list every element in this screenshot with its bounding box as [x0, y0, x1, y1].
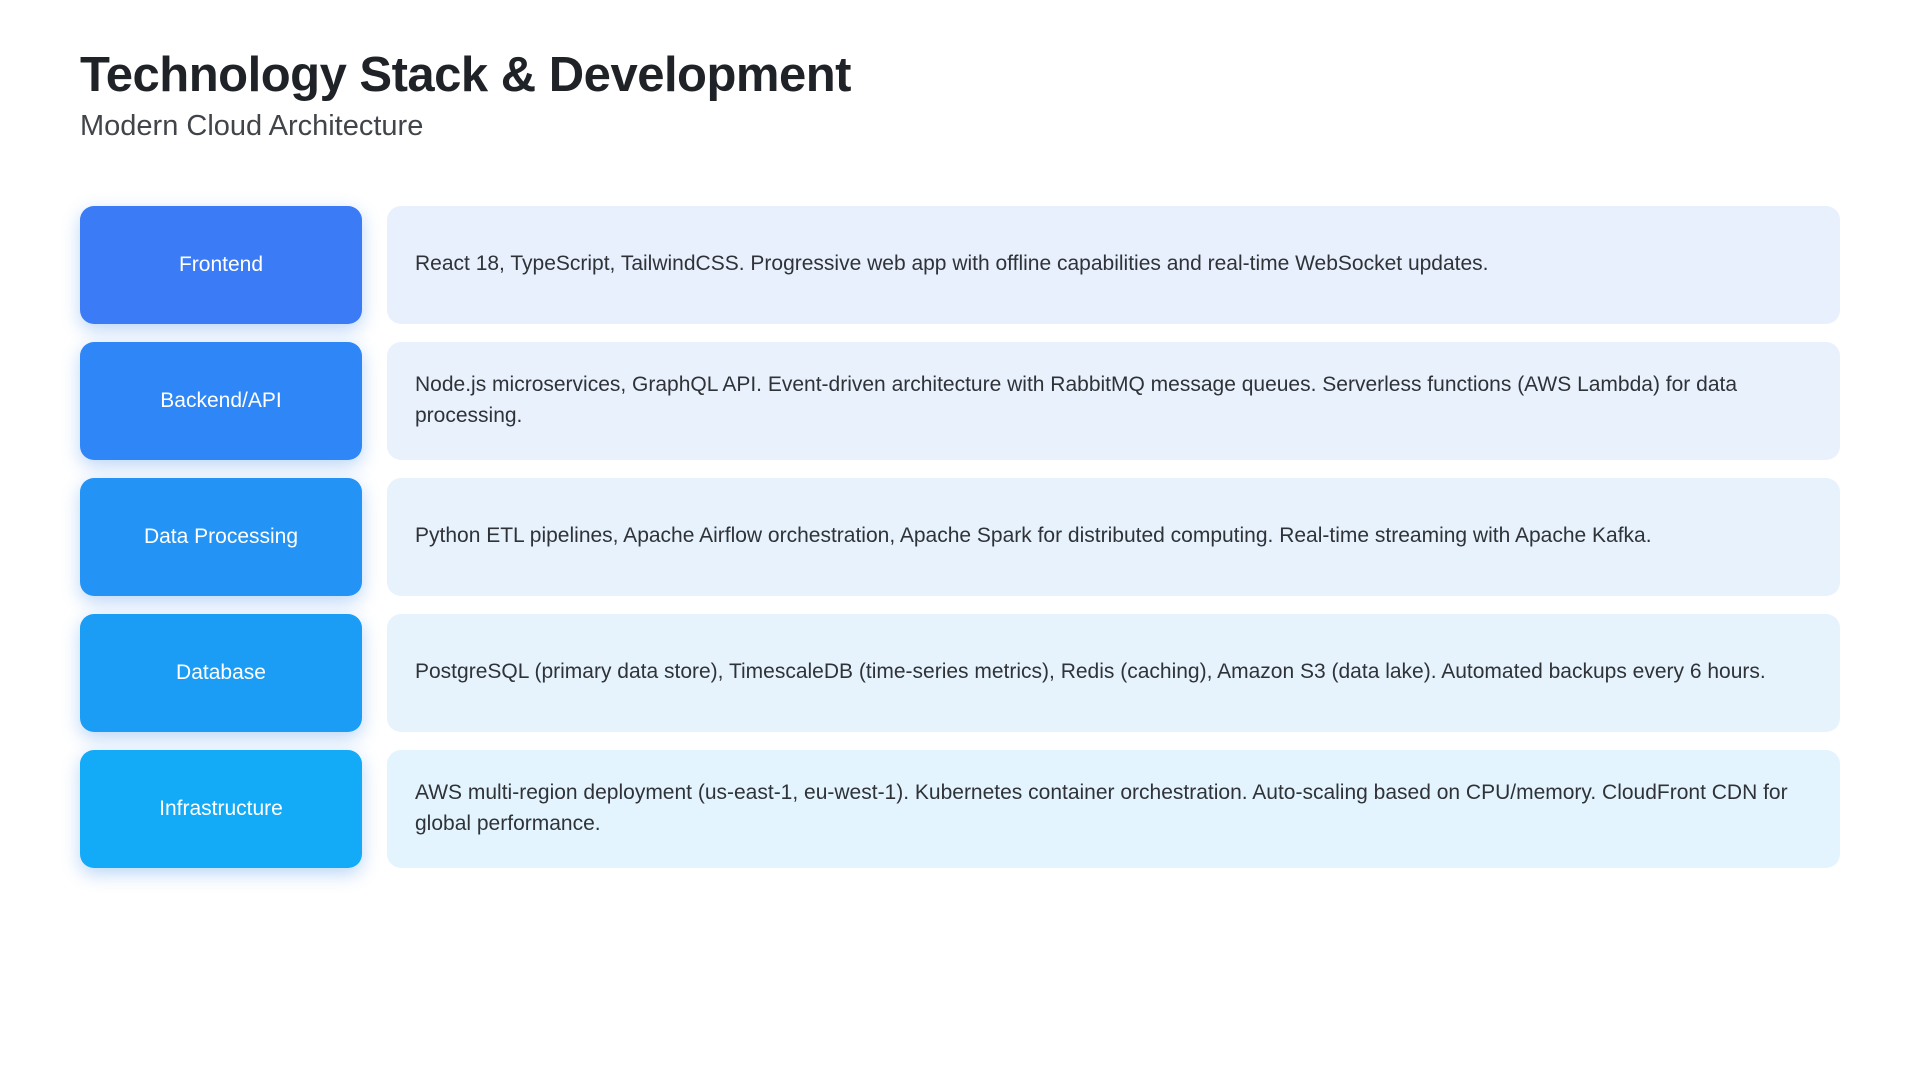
stack-layer-list — [80, 206, 1840, 868]
layer-label-text: Frontend — [178, 252, 264, 276]
layer-label-data-processing[interactable] — [80, 478, 362, 596]
layer-label-database[interactable] — [80, 614, 362, 732]
page-subtitle: Modern Cloud Architecture — [80, 109, 424, 142]
layer-description-text: AWS multi-region deployment (us-east-1, eu-west-1). Kubernetes container orchestration. Auto-scaling based on CPU/memory. CloudFront CDN for global performance. — [415, 781, 1788, 835]
stack-layer-row — [80, 478, 1840, 596]
layer-description-backend-api — [387, 342, 1840, 460]
layer-description-text: Node.js microservices, GraphQL API. Event-driven architecture with RabbitMQ message queues. Serverless functions (AWS Lambda) for data processing. — [415, 373, 1738, 427]
layer-label-frontend[interactable] — [80, 206, 362, 324]
layer-label-text: Data Processing — [143, 524, 299, 548]
stack-layer-row — [80, 206, 1840, 324]
slide-header — [80, 48, 1840, 144]
layer-description-infrastructure — [387, 750, 1840, 868]
layer-description-frontend — [387, 206, 1840, 324]
layer-description-text: React 18, TypeScript, TailwindCSS. Progressive web app with offline capabilities and real-time WebSocket updates. — [415, 252, 1489, 276]
layer-label-text: Infrastructure — [159, 796, 283, 820]
stack-layer-row — [80, 614, 1840, 732]
layer-label-text: Backend/API — [160, 388, 282, 412]
layer-description-database — [387, 614, 1840, 732]
stack-layer-row — [80, 342, 1840, 460]
stack-layer-row — [80, 750, 1840, 868]
layer-description-text: Python ETL pipelines, Apache Airflow orchestration, Apache Spark for distributed computing. Real-time streaming with Apache Kafka. — [415, 524, 1652, 548]
page-title: Technology Stack & Development — [80, 48, 851, 102]
layer-label-text: Database — [176, 660, 266, 684]
layer-label-infrastructure[interactable] — [80, 750, 362, 868]
layer-description-data-processing — [387, 478, 1840, 596]
layer-label-backend-api[interactable] — [80, 342, 362, 460]
layer-description-text: PostgreSQL (primary data store), TimescaleDB (time-series metrics), Redis (caching), Amazon S3 (data lake). Automated backups every 6 hours. — [415, 660, 1766, 684]
